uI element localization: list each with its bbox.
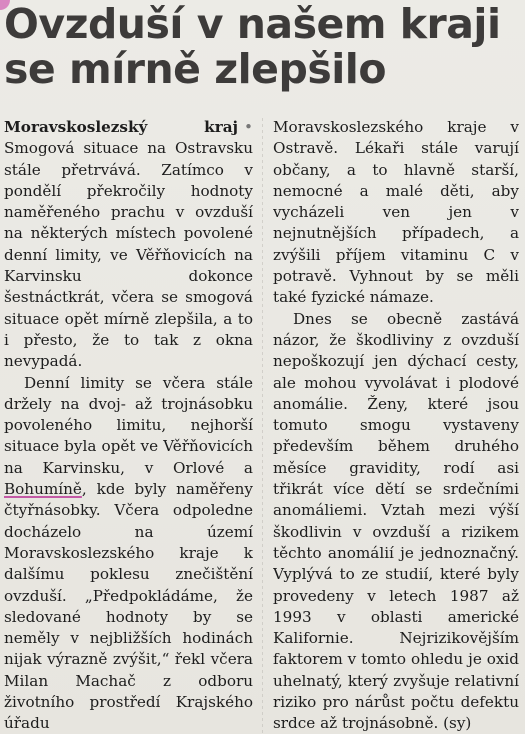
paragraph-intro: [4, 117, 253, 373]
paragraph-intro-text: Smogová situace na Ostravsku stále přetrvává. Zatímco v pondělí překročily hodnoty naměřeného prachu v ovzduší na některých místech povolené denní limity, ve Věřňovicích na Karvinsku dokonce šestnáctkrát, včera se smogová situace opět mírně zlepšila, a to i přesto, že to tak z okna nevypadá.: [4, 139, 253, 371]
bullet-dot-icon: •: [244, 118, 253, 136]
byline: Moravskoslezský kraj: [4, 118, 239, 136]
headline: [4, 2, 519, 92]
paragraph-limits-text-a: Denní limity se včera stále držely na dvoj- až trojnásobku povoleného limitu, nejhorší situace byla opět ve Věřňovicích na Karvinsku, v Orlové a: [4, 373, 253, 477]
article-column-left: [4, 117, 253, 734]
paragraph-limits: [4, 373, 253, 734]
paragraph-anomalies: Dnes se obecně zastává názor, že škodliviny z ovzduší nepoškozují jen dýchací cesty, ale mohou vyvolávat i plodové anomálie. Ženy, které jsou tomuto smogu vystaveny především během druhého měsíce gravidity, rodí asi třikrát více dětí se srdečními anomáliemi. Vztah mezi výší škodlivin v ovzduší a rizikem těchto anomálií je jednoznačný. Vyplývá to ze studií, které byly provedeny v letech 1987 až 1993 v oblasti americké Kalifornie. Nejrizikovějším faktorem v tomto ohledu je oxid uhelnatý, který zvyšuje relativní riziko pro nárůst počtu defektu srdce až trojnásobně. (sy): [273, 309, 519, 733]
paragraph-limits-text-b: , kde byly naměřeny čtyřnásobky. Včera odpoledne docházelo na území Moravskoslezského kraje k dalšímu poklesu znečištění ovzduší. „Předpokládáme, že sledované hodnoty by se neměly v nejbližších hodinách nijak výrazně zvýšit,“ řekl včera Milan Machač z odboru životního prostředí Krajského úřadu: [4, 480, 253, 733]
article-column-right: [273, 117, 519, 734]
headline-line-1: Ovzduší v našem kraji: [4, 0, 501, 48]
column-divider: [262, 118, 263, 734]
highlighted-word-bohumin: Bohumíně: [4, 480, 82, 499]
paragraph-doctors: Moravskoslezského kraje v Ostravě. Lékaři stále varují občany, a to hlavně starší, nemocné a malé děti, aby vycházeli ven jen v nejnutnějších případech, a zvýšili příjem vitaminu C v potravě. Vyhnout by se měli také fyzické námaze.: [273, 118, 519, 307]
headline-line-2: se mírně zlepšilo: [4, 45, 387, 93]
